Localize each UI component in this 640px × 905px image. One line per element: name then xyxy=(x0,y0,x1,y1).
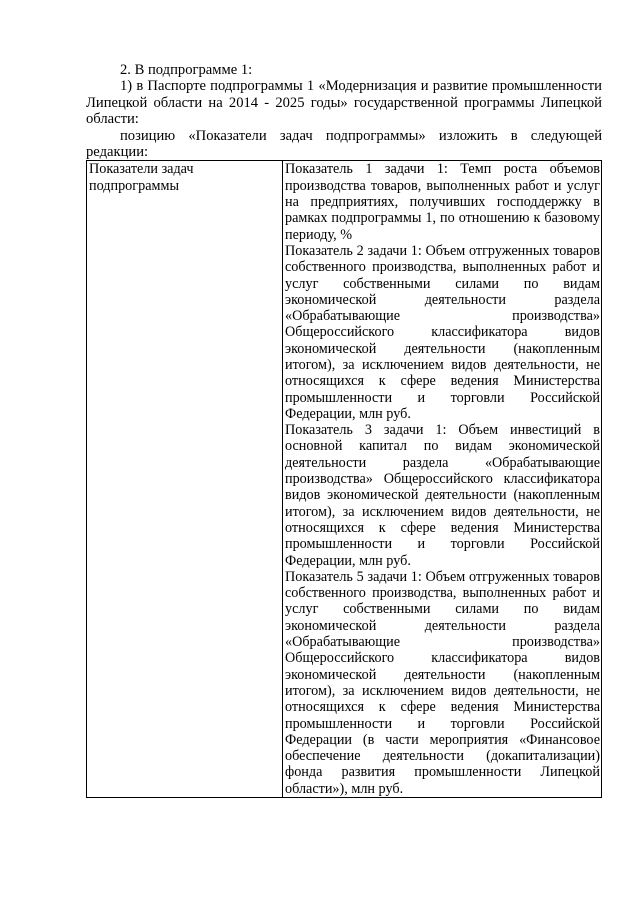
indicator-5: Показатель 5 задачи 1: Объем отгруженных товаров собственного производства, выполненных работ и услуг собственными силами по видам экономической деятельности раздела «Обрабатывающие производства» Общероссийского классификатора видов экономической деятельности (накопленным итогом), за исключением видов деятельности, не относящихся к сфере ведения Министерства промышленности и торговли Российской Федерации (в части мероприятия «Финансовое обеспечение деятельности (докапитализации) фонда развития промышленности Липецкой области»), млн руб. xyxy=(285,568,600,797)
table-indicators-cell xyxy=(283,161,602,798)
instruction-text: позицию «Показатели задач подпрограммы» изложить в следующей редакции: xyxy=(86,127,602,161)
indicators-table xyxy=(86,160,602,798)
indicator-3: Показатель 3 задачи 1: Объем инвестиций в основной капитал по видам экономической деятельности раздела «Обрабатывающие производства» Общероссийского классификатора видов экономической деятельности (накопленным итогом), за исключением видов деятельности, не относящихся к сфере ведения Министерства промышленности и торговли Российской Федерации, млн руб. xyxy=(285,422,600,569)
table-row xyxy=(87,161,602,798)
subitem-text: 1) в Паспорте подпрограммы 1 «Модернизация и развитие промышленности Липецкой области на 2014 - 2025 годы» государственной программы Липецкой области: xyxy=(86,78,602,128)
document-page xyxy=(86,62,602,798)
item-heading: 2. В подпрограмме 1: xyxy=(120,62,253,78)
indicator-2: Показатель 2 задачи 1: Объем отгруженных товаров собственного производства, выполненных работ и услуг собственными силами по видам экономической деятельности раздела «Обрабатывающие производства» Общероссийского классификатора видов экономической деятельности (накопленным итогом), за исключением видов деятельности, не относящихся к сфере ведения Министерства промышленности и торговли Российской Федерации, млн руб. xyxy=(285,242,600,422)
indicator-1: Показатель 1 задачи 1: Темп роста объемов производства товаров, выполненных работ и услуг на предприятиях, получивших господдержку в рамках подпрограммы 1, по отношению к базовому периоду, % xyxy=(285,161,600,243)
table-left-label: Показатели задач подпрограммы xyxy=(87,161,283,798)
